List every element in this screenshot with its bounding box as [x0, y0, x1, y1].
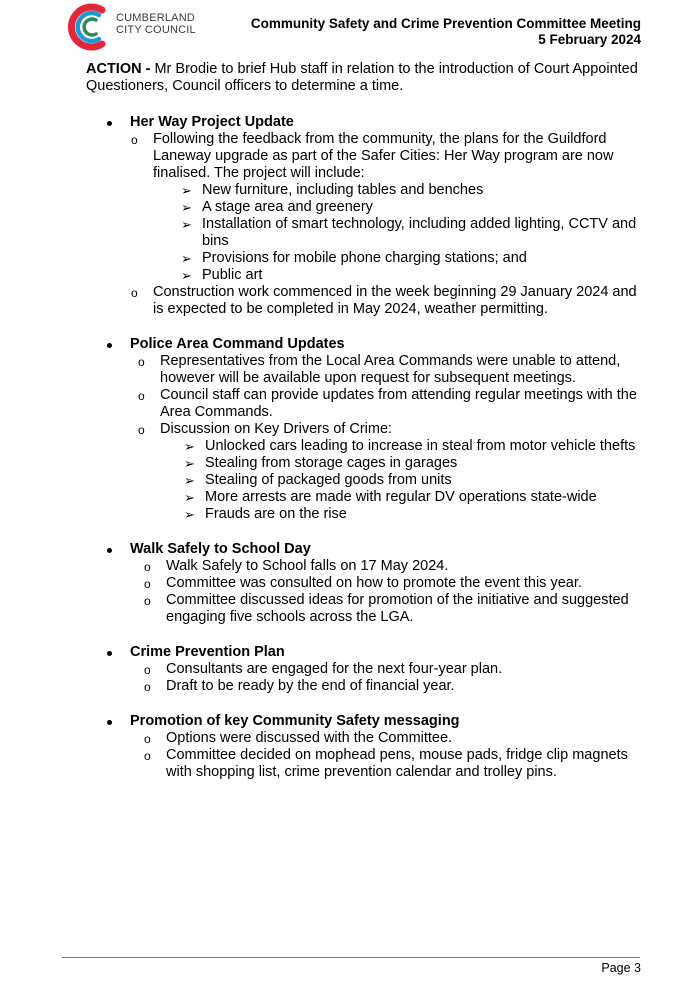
sub-list-item — [86, 489, 646, 506]
section-title-text: Crime Prevention Plan — [130, 644, 285, 660]
logo-line-1: CUMBERLAND — [116, 12, 196, 24]
meeting-date: 5 February 2024 — [538, 32, 641, 47]
arrow-bullet-icon: ➢ — [184, 456, 195, 471]
list-item — [86, 575, 646, 592]
circle-bullet-icon: o — [144, 732, 151, 746]
action-label: ACTION - — [86, 61, 151, 77]
list-item — [86, 387, 646, 421]
section-crime-prevention-plan — [86, 644, 646, 695]
circle-bullet-icon: o — [144, 680, 151, 694]
arrow-bullet-icon: ➢ — [184, 473, 195, 488]
arrow-bullet-icon: ➢ — [184, 507, 195, 522]
sub-list-item — [86, 455, 646, 472]
list-item — [86, 661, 646, 678]
sub-list-item — [86, 267, 646, 284]
sub-list-item — [86, 182, 646, 199]
circle-bullet-icon: o — [131, 286, 138, 300]
circle-bullet-icon: o — [138, 423, 145, 437]
sub-list-item — [86, 472, 646, 489]
arrow-bullet-icon: ➢ — [181, 200, 192, 215]
circle-bullet-icon: o — [138, 355, 145, 369]
sub-list-item-text: A stage area and greenery — [202, 199, 373, 215]
bullet-dot-icon — [107, 651, 112, 656]
page-number: Page 3 — [601, 961, 641, 975]
sub-list-item-text: Public art — [202, 267, 263, 283]
circle-bullet-icon: o — [144, 663, 151, 677]
document-body — [86, 61, 646, 781]
sub-list-item — [86, 438, 646, 455]
sub-list-item-text: New furniture, including tables and benches — [202, 182, 484, 198]
list-item — [86, 747, 646, 781]
arrow-bullet-icon: ➢ — [181, 183, 192, 198]
logo-wordmark — [116, 12, 196, 36]
list-item — [86, 421, 646, 438]
bullet-dot-icon — [107, 121, 112, 126]
bullet-dot-icon — [107, 548, 112, 553]
council-logo-icon — [64, 0, 114, 54]
section-title — [86, 114, 646, 131]
list-item — [86, 558, 646, 575]
bullet-dot-icon — [107, 720, 112, 725]
list-item-text: Committee discussed ideas for promotion of the initiative and suggested engaging five schools across the LGA. — [166, 592, 629, 625]
list-item-text: Draft to be ready by the end of financial year. — [166, 678, 455, 694]
sub-list-item — [86, 216, 646, 250]
list-item-text: Options were discussed with the Committee. — [166, 730, 453, 746]
action-paragraph — [86, 61, 646, 95]
logo-line-2: CITY COUNCIL — [116, 24, 196, 36]
arrow-bullet-icon: ➢ — [184, 490, 195, 505]
list-item — [86, 678, 646, 695]
section-police-updates — [86, 336, 646, 523]
sub-list-item-text: Stealing of packaged goods from units — [205, 472, 452, 488]
sub-list-item-text: Frauds are on the rise — [205, 506, 347, 522]
list-item-text: Walk Safely to School falls on 17 May 2024. — [166, 558, 449, 574]
list-item-text: Following the feedback from the community, the plans for the Guildford Laneway upgrade as part of the Safer Cities: Her Way program are now finalised. The project will include: — [153, 131, 614, 181]
sub-list-item — [86, 506, 646, 523]
circle-bullet-icon: o — [144, 594, 151, 608]
circle-bullet-icon: o — [144, 560, 151, 574]
section-title — [86, 713, 646, 730]
sub-list-item-text: Unlocked cars leading to increase in steal from motor vehicle thefts — [205, 438, 636, 454]
list-item-text: Consultants are engaged for the next four-year plan. — [166, 661, 503, 677]
list-item-text: Discussion on Key Drivers of Crime: — [160, 421, 393, 437]
document-header — [251, 16, 641, 48]
section-title-text: Promotion of key Community Safety messaging — [130, 713, 460, 729]
section-title-text: Her Way Project Update — [130, 114, 294, 130]
list-item-text: Construction work commenced in the week beginning 29 January 2024 and is expected to be completed in May 2024, weather permitting. — [153, 284, 637, 317]
meeting-title: Community Safety and Crime Prevention Committee Meeting — [250, 16, 641, 31]
list-item — [86, 353, 646, 387]
arrow-bullet-icon: ➢ — [181, 217, 192, 232]
section-title — [86, 336, 646, 353]
footer-divider — [62, 957, 640, 958]
circle-bullet-icon: o — [131, 133, 138, 147]
section-title — [86, 644, 646, 661]
circle-bullet-icon: o — [144, 749, 151, 763]
list-item — [86, 730, 646, 747]
action-text: Mr Brodie to brief Hub staff in relation to the introduction of Court Appointed Questioners, Council officers to determine a time. — [86, 61, 638, 94]
section-title-text: Walk Safely to School Day — [130, 541, 311, 557]
circle-bullet-icon: o — [138, 389, 145, 403]
list-item — [86, 592, 646, 626]
list-item — [86, 284, 646, 318]
arrow-bullet-icon: ➢ — [184, 439, 195, 454]
section-title — [86, 541, 646, 558]
sub-list-item — [86, 199, 646, 216]
circle-bullet-icon: o — [144, 577, 151, 591]
section-her-way — [86, 114, 646, 318]
list-item-text: Representatives from the Local Area Commands were unable to attend, however will be available upon request for subsequent meetings. — [160, 353, 621, 386]
council-logo — [64, 0, 214, 54]
sub-list-item-text: Installation of smart technology, including added lighting, CCTV and bins — [202, 216, 637, 249]
arrow-bullet-icon: ➢ — [181, 251, 192, 266]
section-promotion-messaging — [86, 713, 646, 781]
sub-list-item-text: Provisions for mobile phone charging stations; and — [202, 250, 527, 266]
list-item-text: Committee was consulted on how to promote the event this year. — [166, 575, 582, 591]
sub-list-item-text: Stealing from storage cages in garages — [205, 455, 458, 471]
sub-list-item — [86, 250, 646, 267]
list-item-text: Committee decided on mophead pens, mouse pads, fridge clip magnets with shopping list, crime prevention calendar and trolley pins. — [166, 747, 628, 780]
section-title-text: Police Area Command Updates — [130, 336, 345, 352]
arrow-bullet-icon: ➢ — [181, 268, 192, 283]
list-item — [86, 131, 646, 182]
section-walk-safely — [86, 541, 646, 626]
sub-list-item-text: More arrests are made with regular DV operations state-wide — [205, 489, 597, 505]
list-item-text: Council staff can provide updates from attending regular meetings with the Area Commands. — [160, 387, 637, 420]
bullet-dot-icon — [107, 343, 112, 348]
